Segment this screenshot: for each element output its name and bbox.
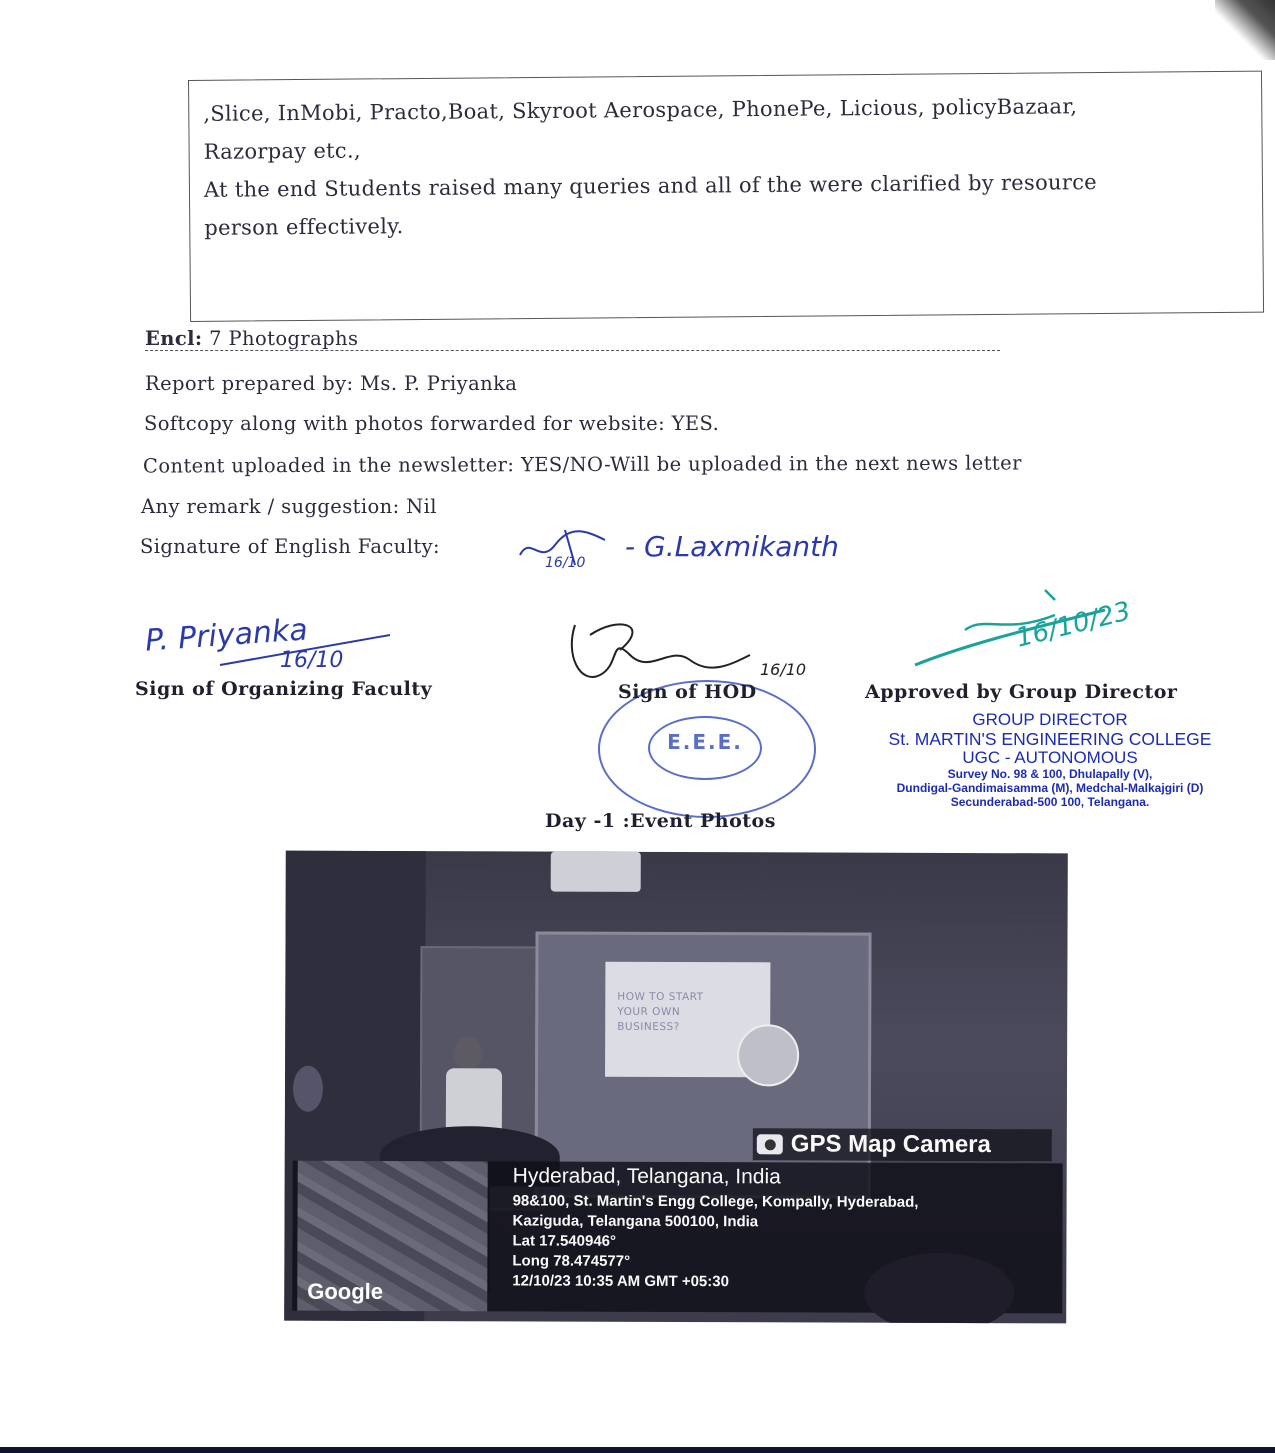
gd-survey: Survey No. 98 & 100, Dhulapally (V), <box>947 767 1153 781</box>
hod-sign-date: 16/10 <box>760 660 807 679</box>
gps-longitude: Long 78.474577° <box>512 1252 631 1270</box>
slide-line-1: HOW TO START <box>617 990 704 1004</box>
enclosure-value: 7 Photographs <box>202 327 359 350</box>
event-photo <box>284 851 1068 1324</box>
enclosure-line <box>145 327 358 350</box>
gps-address-2: Kaziguda, Telangana 500100, India <box>512 1212 759 1231</box>
photo-slide-text <box>617 990 703 1035</box>
page-corner-shadow <box>1215 0 1275 60</box>
group-director-stamp <box>850 710 1250 809</box>
page-bottom-edge <box>0 1447 1275 1453</box>
newsletter-line: Content uploaded in the newsletter: YES/NO-Will be uploaded in the next news letter <box>142 451 1022 478</box>
organizing-sign-date: 16/10 <box>280 648 344 673</box>
organizing-faculty-caption: Sign of Organizing Faculty <box>135 678 433 700</box>
gps-brand-label: GPS Map Camera <box>790 1130 991 1159</box>
dashed-divider <box>145 350 1000 351</box>
english-faculty-signature-mark <box>515 525 615 580</box>
english-faculty-sign-date: 16/10 <box>545 555 586 571</box>
hod-caption: Sign of HOD <box>618 681 757 703</box>
gd-mandal: Dundigal-Gandimaisamma (M), Medchal-Malkajgiri (D) <box>896 781 1204 795</box>
box-paragraph-3: At the end Students raised many queries and all of the were clarified by resource <box>203 170 1098 202</box>
gps-timestamp: 12/10/23 10:35 AM GMT +05:30 <box>512 1272 730 1291</box>
content-box-text <box>203 86 1254 247</box>
slide-line-2: YOUR OWN <box>617 1005 681 1019</box>
content-box <box>188 71 1264 322</box>
enclosure-label: Encl: <box>145 327 203 350</box>
photo-college-emblem <box>293 1066 323 1112</box>
map-google-label: Google <box>307 1278 384 1304</box>
organizing-faculty-signature: P. Priyanka <box>143 612 309 659</box>
photo-projector <box>551 852 641 892</box>
gd-college: St. MARTIN'S ENGINEERING COLLEGE <box>888 729 1212 749</box>
stamp-department-text: E.E.E. <box>667 730 743 754</box>
box-paragraph-4: person effectively. <box>204 214 404 240</box>
gd-autonomous: UGC - AUTONOMOUS <box>962 748 1138 767</box>
gd-title: GROUP DIRECTOR <box>972 710 1128 729</box>
slide-line-3: BUSINESS? <box>617 1020 680 1034</box>
gps-city: Hyderabad, Telangana, India <box>512 1164 781 1189</box>
photo-slide <box>605 962 770 1078</box>
box-paragraph-1: ,Slice, InMobi, Practo,Boat, Skyroot Aerospace, PhonePe, Licious, policyBazaar, <box>203 94 1078 126</box>
gd-city: Secunderabad-500 100, Telangana. <box>950 795 1150 809</box>
stamp-inner-ring <box>648 716 762 780</box>
gps-brand-tag <box>753 1128 1052 1161</box>
camera-icon <box>757 1134 783 1154</box>
report-prepared-by: Report prepared by: Ms. P. Priyanka <box>145 372 518 395</box>
gps-address-1: 98&100, St. Martin's Engg College, Kompally, Hyderabad, <box>512 1192 919 1211</box>
photo-section-title: Day -1 :Event Photos <box>545 810 776 832</box>
box-paragraph-2: Razorpay etc., <box>203 138 361 164</box>
english-faculty-label: Signature of English Faculty: <box>140 535 440 558</box>
slide-speaker-avatar <box>737 1024 799 1086</box>
softcopy-line: Softcopy along with photos forwarded for website: YES. <box>144 412 720 435</box>
english-faculty-sign-name: - G.Laxmikanth <box>625 530 839 563</box>
gps-map-thumbnail <box>297 1161 488 1312</box>
remark-line: Any remark / suggestion: Nil <box>141 495 437 518</box>
gps-latitude: Lat 17.540946° <box>512 1232 617 1250</box>
director-sign-date: 16/10/23 <box>1013 596 1134 654</box>
speaker-head <box>454 1036 482 1070</box>
director-caption: Approved by Group Director <box>865 681 1178 703</box>
